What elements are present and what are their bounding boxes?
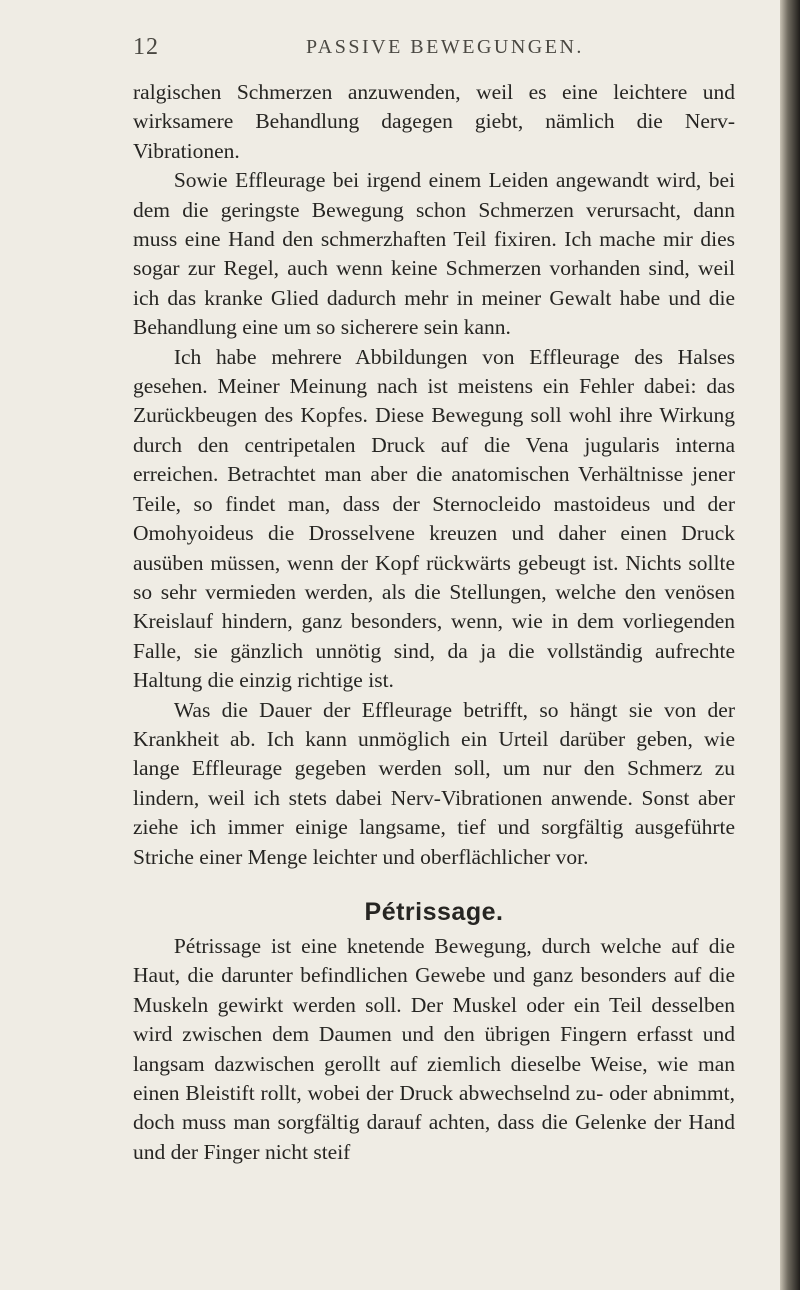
- page-number: 12: [133, 34, 159, 60]
- paragraph: Ich habe mehrere Abbildungen von Effleurage des Halses gesehen. Meiner Meinung nach ist meistens ein Fehler dabei: das Zurückbeugen des Kopfes. Diese Bewegung soll wohl ihre Wirkung durch den centripetalen Druck auf die Vena jugularis interna erreichen. Betrachtet man aber die anatomischen Verhältnisse jener Teile, so findet man, dass der Sternocleido mastoideus und der Omohyoideus die Drosselvene kreuzen und daher einen Druck ausüben müssen, wenn der Kopf rückwärts gebeugt ist. Nichts sollte so sehr vermieden werden, als die Stellungen, welche den venösen Kreislauf hindern, ganz besonders, wenn, wie in dem vorliegenden Falle, sie gänzlich unnötig sind, da ja die vollständig aufrechte Haltung die einzig richtige ist.: [133, 344, 735, 693]
- paragraph: Sowie Effleurage bei irgend einem Leiden angewandt wird, bei dem die geringste Bewegung schon Schmerzen verursacht, dann muss eine Hand den schmerzhaften Teil fixiren. Ich mache mir dies sogar zur Regel, auch wenn keine Schmerzen vorhanden sind, weil ich das kranke Glied dadurch mehr in meiner Gewalt habe und die Behandlung eine um so sicherere sein kann.: [133, 168, 735, 340]
- page-edge-shadow: [780, 0, 800, 1290]
- section-heading: Pétrissage.: [364, 897, 504, 926]
- body-text: [133, 78, 735, 1167]
- page-header: [133, 34, 733, 74]
- paragraph-continued: ralgischen Schmerzen anzuwenden, weil es eine leichtere und wirksamere Behandlung dagegen giebt, nämlich die Nerv-Vibrationen.: [133, 80, 735, 163]
- running-head: PASSIVE BEWEGUNGEN.: [306, 36, 584, 58]
- paragraph: Pétrissage ist eine knetende Bewegung, durch welche auf die Haut, die darunter befindlichen Gewebe und ganz besonders auf die Muskeln gewirkt werden soll. Der Muskel oder ein Teil desselben wird zwischen dem Daumen und den übrigen Fingern erfasst und langsam dazwischen gerollt auf ziemlich dieselbe Weise, wie man einen Bleistift rollt, wobei der Druck abwechselnd zu- oder abnimmt, doch muss man sorgfältig darauf achten, dass die Gelenke der Hand und der Finger nicht steif: [133, 933, 735, 1164]
- paragraph: Was die Dauer der Effleurage betrifft, so hängt sie von der Krankheit ab. Ich kann unmöglich ein Urteil darüber geben, wie lange Effleurage gegeben werden soll, um nur den Schmerz zu lindern, weil ich stets dabei Nerv-Vibrationen anwende. Sonst aber ziehe ich immer einige langsame, tief und sorgfältig ausgeführte Striche einer Menge leichter und oberflächlicher vor.: [133, 697, 735, 869]
